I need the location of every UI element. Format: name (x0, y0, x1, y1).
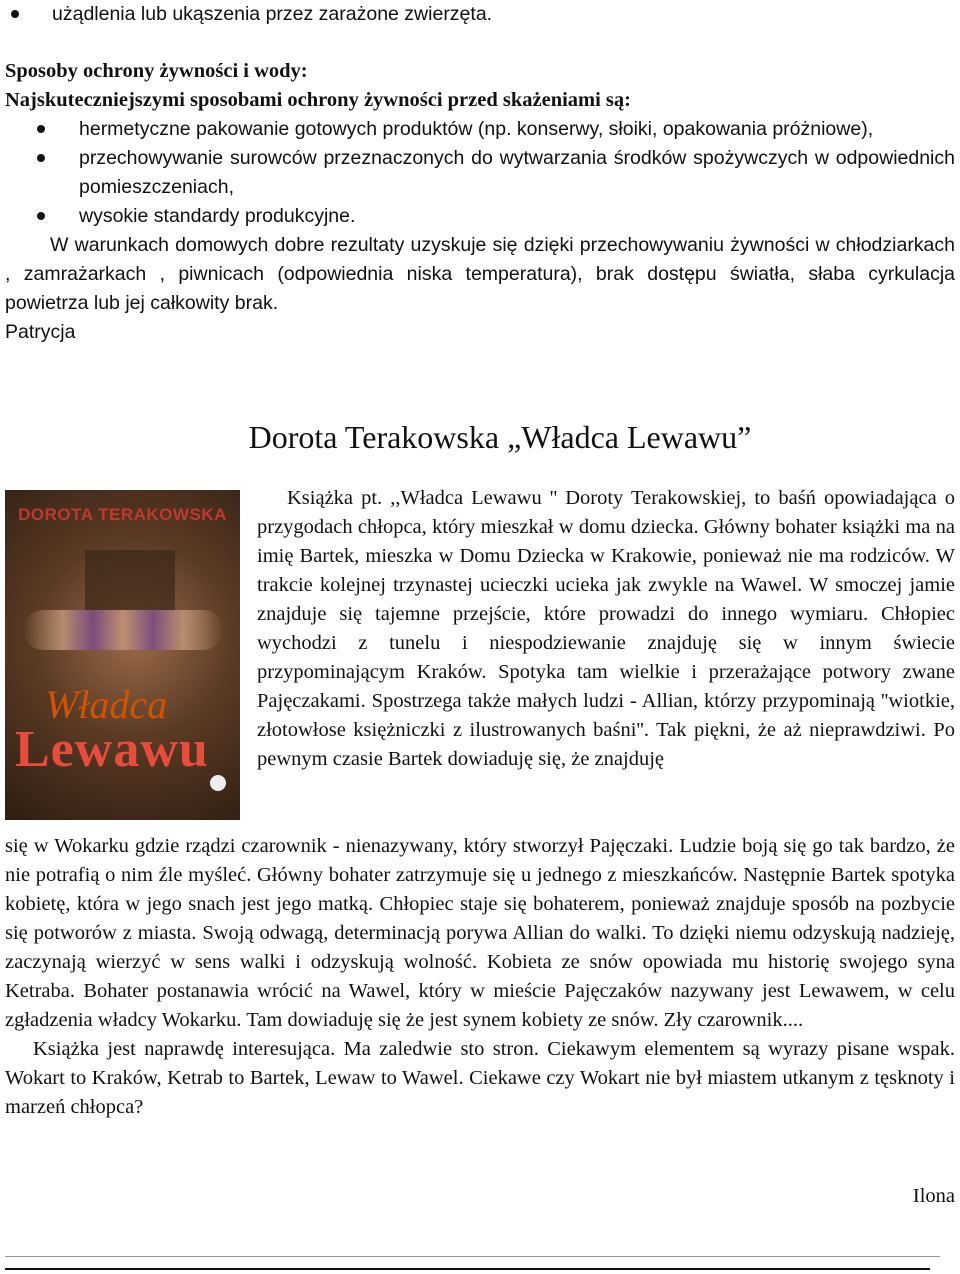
bullet-icon (37, 154, 45, 162)
food-section (5, 57, 955, 347)
review-paragraph-2: Książka jest naprawdę interesująca. Ma zaledwie sto stron. Ciekawym elementem są wyrazy pisane wspak. Wokart to Kraków, Ketrab to Bartek, Lewaw to Wawel. Ciekawe czy Wokart nie był miastem utkanym z tęsknoty i marzeń chłopca? (5, 1038, 955, 1118)
cover-author-text: DOROTA TERAKOWSKA (18, 505, 227, 524)
list-item: przechowywanie surowców przeznaczonych do wytwarzania środków spożywczych w odpowiednich pomieszczeniach, (5, 144, 955, 202)
cover-title-line2: Lewawu (15, 721, 209, 778)
section-subheading: Najskuteczniejszymi sposobami ochrony żywności przed skażeniami są: (5, 89, 631, 111)
footer-divider-thin (5, 1256, 940, 1257)
bullet-icon (37, 125, 45, 133)
list-item: użądlenia lub ukąszenia przez zarażone zwierzęta. (0, 0, 955, 29)
list-item: wysokie standardy produkcyjne. (5, 202, 955, 231)
book-cover-image (5, 490, 240, 820)
cover-title-line1: Władca (45, 682, 168, 727)
book-review-title: Dorota Terakowska „Władca Lewawu” (248, 419, 752, 455)
review-author: Ilona (912, 1185, 955, 1207)
cover-eyes-shape (23, 610, 223, 650)
bullet-icon (37, 212, 45, 220)
section-heading: Sposoby ochrony żywności i wody: (5, 60, 308, 82)
review-paragraph-continued: się w Wokarku gdzie rządzi czarownik - nienazywany, który stworzył Pajęczaki. Ludzie boją się go tak bardzo, że nie potrafią o nim źle myśleć. Główny bohater zatrzymuje się u jednego z mieszkańców. Następnie Bartek spotyka kobietę, która w jego snach jest jego matką. Chłopiec staje się bohaterem, ponieważ znajduje sposób na pozbycie się potworów z miasta. Swoją odwagą, determinacją porywa Allian do walki. To dzięki niemu odzyskują nadzieję, zaczynają wierzyć w sens walki i odzyskują wolność. Kobieta ze snów opowiada mu historię swojego syna Ketraba. Bohater postanawia wrócić na Wawel, który w mieście Pajęczaków nazywany jest Lewawem, w celu zgładzenia władcy Wokarku. Tam dowiaduję się że jest synem kobiety ze snów. Zły czarownik.... Książka jest naprawdę interesująca. Ma zaledwie sto stron. Ciekawym elementem są wyrazy pisane wspak. Wokart to Kraków, Ketrab to Bartek, Lewaw to Wawel. Ciekawe czy Wokart nie był miastem utkanym z tęsknoty i marzeń chłopca? (5, 832, 955, 1122)
footer-divider-thick (5, 1268, 930, 1270)
review-paragraph-top: Książka pt. ,,Władca Lewawu '' Doroty Terakowskiej, to baśń opowiadająca o przygodach chłopca, który mieszkał w domu dziecka. Główny bohater książki ma na imię Bartek, mieszka w Domu Dziecka w Krakowie, ponieważ nie ma rodziców. W trakcie kolejnej trzynastej ucieczki ucieka jak zwykle na Wawel. W smoczej jamie znajduje się tajemne przejście, które prowadzi do innego wymiaru. Chłopiec wychodzi z tunelu i niespodziewanie znajduję się w innym świecie przypominającym Kraków. Spotyka tam wielkie i przerażające potwory zwane Pajęczakami. Spostrzega także małych ludzi - Allian, którzy przypominają ''wiotkie, złotowłose księżniczki z ilustrowanych baśni''. Tak piękni, że aż nieprawdziwi. Po pewnym czasie Bartek dowiaduję się, że znajduję (257, 487, 955, 770)
cover-castle-shape (85, 550, 175, 610)
section-author: Patrycja (5, 321, 76, 343)
top-bullet-list (5, 0, 955, 29)
protection-bullet-list (5, 115, 955, 231)
storage-paragraph: W warunkach domowych dobre rezultaty uzyskuje się dzięki przechowywaniu żywności w chłodziarkach , zamrażarkach , piwnicach (odpowiednia niska temperatura), brak dostępu światła, słaba cyrkulacja powietrza lub jej całkowity brak. (5, 234, 955, 314)
list-item: hermetyczne pakowanie gotowych produktów (np. konserwy, słoiki, opakowania próżniowe), (5, 115, 955, 144)
bullet-icon (11, 10, 19, 18)
publisher-logo-icon (210, 775, 226, 791)
